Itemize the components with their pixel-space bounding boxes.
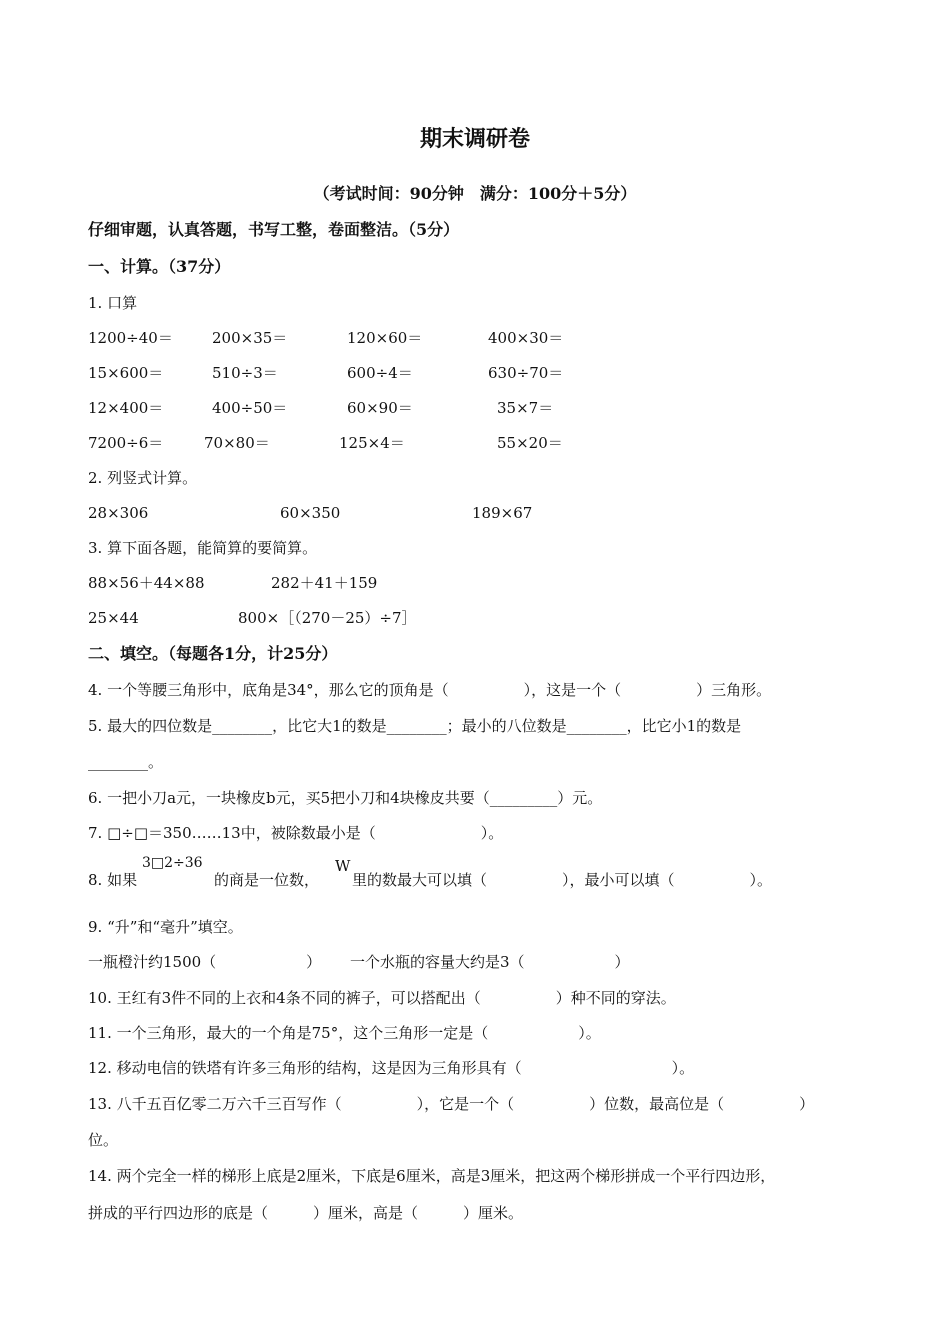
question-7: 7. □÷□＝350……13中，被除数最小是（ ）。 (88, 824, 504, 842)
w-symbol: W (335, 857, 351, 875)
question-5-continued: ________。 (88, 753, 164, 771)
question-5: 5. 最大的四位数是________，比它大1的数是________；最小的八位数是________，比它小1的数是 (88, 717, 742, 735)
vertical-calc-item: 60×350 (280, 504, 341, 522)
question-9: 9. “升”和“毫升”填空。 (88, 918, 243, 936)
mental-calc-item: 60×90＝ (347, 399, 413, 417)
simplify-item: 282＋41＋159 (271, 574, 378, 592)
mental-calc-item: 12×400＝ (88, 399, 164, 417)
mental-calc-item: 55×20＝ (497, 434, 563, 452)
mental-calc-item: 125×4＝ (339, 434, 405, 452)
question-4: 4. 一个等腰三角形中，底角是34°，那么它的顶角是（ ），这是一个（ ）三角形。 (88, 681, 772, 699)
mental-calc-item: 630÷70＝ (488, 364, 564, 382)
mental-calc-item: 200×35＝ (212, 329, 288, 347)
section-1-heading: 一、计算。（37分） (88, 257, 231, 276)
mental-calc-item: 35×7＝ (497, 399, 554, 417)
mental-calc-item: 7200÷6＝ (88, 434, 164, 452)
question-14-continued: 拼成的平行四边形的底是（ ）厘米，高是（ ）厘米。 (88, 1204, 524, 1222)
question-12: 12. 移动电信的铁塔有许多三角形的结构，这是因为三角形具有（ ）。 (88, 1059, 695, 1077)
question-14: 14. 两个完全一样的梯形上底是2厘米，下底是6厘米，高是3厘米，把这两个梯形拼成一个平行四边形， (88, 1167, 776, 1185)
mental-calc-item: 120×60＝ (347, 329, 423, 347)
mental-calc-item: 400×30＝ (488, 329, 564, 347)
mental-calc-item: 510÷3＝ (212, 364, 278, 382)
q1-label: 1. 口算 (88, 294, 138, 312)
mental-calc-item: 400÷50＝ (212, 399, 288, 417)
vertical-calc-item: 28×306 (88, 504, 149, 522)
question-13: 13. 八千五百亿零二万六千三百写作（ ），它是一个（ ）位数，最高位是（ ） (88, 1095, 815, 1113)
question-8-formula: 3□2÷36 (142, 855, 203, 871)
question-9-part-a: 一瓶橙汁约1500（ ） (88, 953, 322, 971)
vertical-calc-item: 189×67 (472, 504, 533, 522)
mental-calc-item: 70×80＝ (204, 434, 270, 452)
question-10: 10. 王红有3件不同的上衣和4条不同的裤子，可以搭配出（ ）种不同的穿法。 (88, 989, 676, 1007)
mental-calc-item: 15×600＝ (88, 364, 164, 382)
question-8-suffix: 里的数最大可以填（ ），最小可以填（ ）。 (352, 871, 773, 889)
mental-calc-item: 600÷4＝ (347, 364, 413, 382)
q2-label: 2. 列竖式计算。 (88, 469, 198, 487)
question-8-middle: 的商是一位数， (214, 871, 320, 889)
q3-label: 3. 算下面各题，能简算的要简算。 (88, 539, 318, 557)
simplify-item: 88×56＋44×88 (88, 574, 205, 592)
simplify-item: 25×44 (88, 609, 139, 627)
question-11: 11. 一个三角形，最大的一个角是75°，这个三角形一定是（ ）。 (88, 1024, 601, 1042)
instruction: 仔细审题，认真答题，书写工整，卷面整洁。（5分） (88, 220, 460, 239)
section-2-heading: 二、填空。（每题各1分，计25分） (88, 644, 338, 663)
exam-info: （考试时间：90分钟 满分：100分＋5分） (313, 184, 637, 203)
question-8-prefix: 8. 如果 (88, 871, 138, 889)
simplify-item: 800×［（270－25）÷7］ (238, 609, 417, 627)
question-13-continued: 位。 (88, 1131, 119, 1149)
question-6: 6. 一把小刀a元，一块橡皮b元，买5把小刀和4块橡皮共要（_________）元。 (88, 789, 603, 807)
question-9-part-b: 一个水瓶的容量大约是3（ ） (350, 953, 630, 971)
page-title: 期末调研卷 (419, 126, 530, 152)
mental-calc-item: 1200÷40＝ (88, 329, 173, 347)
